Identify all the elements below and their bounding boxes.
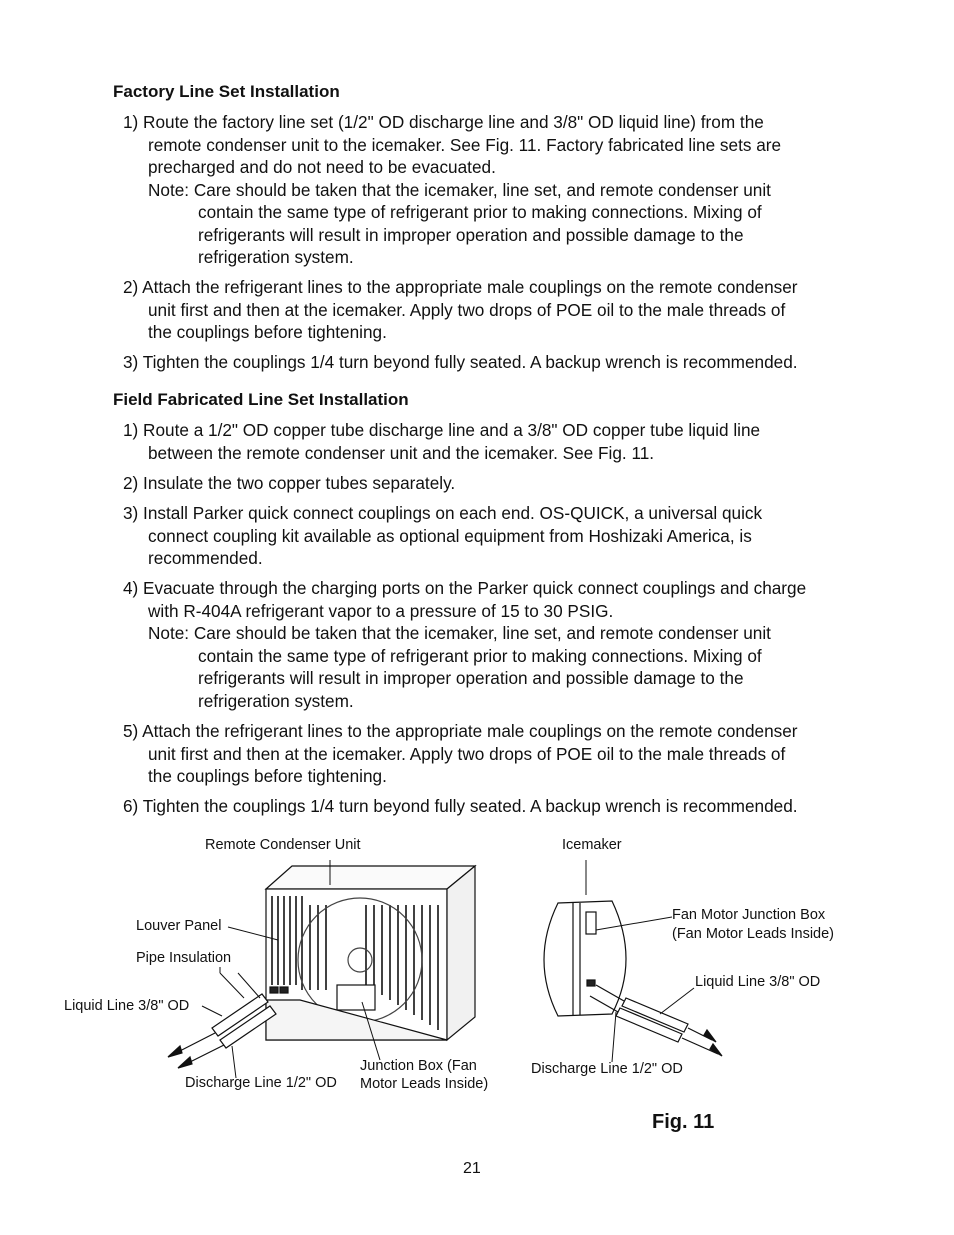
label-liquid-line-right: Liquid Line 3/8" OD [695, 974, 821, 990]
note-line: contain the same type of refrigerant prior to making connections. Mixing of [198, 645, 762, 666]
field-step-1 [123, 419, 760, 464]
label-fan-motor-junction-box-line2: (Fan Motor Leads Inside) [672, 926, 834, 942]
text-line: 6) Tighten the couplings 1/4 turn beyond fully seated. A backup wrench is recommended. [123, 796, 798, 816]
text-line: 2) Insulate the two copper tubes separately. [123, 473, 456, 493]
note-line: refrigeration system. [198, 247, 354, 267]
factory-step-1 [123, 111, 781, 269]
text-line: connect coupling kit available as optional equipment from Hoshizaki America, is [148, 525, 752, 546]
label-junction-box-line2: Motor Leads Inside) [360, 1076, 489, 1092]
section-heading-factory: Factory Line Set Installation [113, 82, 340, 101]
label-liquid-line-left: Liquid Line 3/8" OD [64, 998, 190, 1014]
label-icemaker: Icemaker [562, 837, 622, 853]
page-number: 21 [463, 1160, 481, 1177]
text-line: 2) Attach the refrigerant lines to the appropriate male couplings on the remote condenser [123, 277, 798, 297]
field-step-5 [123, 720, 798, 788]
icemaker-drawing [544, 901, 626, 1016]
condenser-unit-drawing [266, 866, 475, 1040]
text-line: 3) Install Parker quick connect couplings on each end. OS-QUICK, a universal quick [123, 503, 763, 523]
text-line: recommended. [148, 548, 263, 568]
note-line: refrigeration system. [198, 690, 354, 711]
text-line: the couplings before tightening. [148, 766, 387, 786]
figure-title: Fig. 11 [652, 1111, 715, 1133]
note-line: contain the same type of refrigerant prior to making connections. Mixing of [198, 202, 762, 222]
text-line: 5) Attach the refrigerant lines to the appropriate male couplings on the remote condenser [123, 721, 798, 741]
text-line: with R-404A refrigerant vapor to a pressure of 15 to 30 PSIG. [148, 600, 614, 621]
text-line: 4) Evacuate through the charging ports on the Parker quick connect couplings and charge [123, 578, 807, 598]
text-line: unit first and then at the icemaker. Apply two drops of POE oil to the male threads of [148, 743, 786, 764]
label-fan-motor-junction-box-line1: Fan Motor Junction Box [672, 907, 826, 923]
text-line: the couplings before tightening. [148, 322, 387, 342]
section-heading-field: Field Fabricated Line Set Installation [113, 390, 409, 409]
label-junction-box-line1: Junction Box (Fan [360, 1058, 477, 1074]
note-line: Note: Care should be taken that the icemaker, line set, and remote condenser unit [148, 179, 771, 200]
text-line: between the remote condenser unit and the icemaker. See Fig. 11. [148, 442, 655, 463]
note-line: refrigerants will result in improper operation and possible damage to the [198, 224, 744, 245]
text-line: 1) Route a 1/2" OD copper tube discharge line and a 3/8" OD copper tube liquid line [123, 420, 761, 440]
note-line: refrigerants will result in improper operation and possible damage to the [198, 668, 744, 688]
text-line: unit first and then at the icemaker. Apply two drops of POE oil to the male threads of [148, 299, 786, 320]
factory-step-3 [123, 351, 798, 374]
note-line: Note: Care should be taken that the icemaker, line set, and remote condenser unit [148, 623, 771, 643]
field-step-2 [123, 472, 455, 495]
label-discharge-line-left: Discharge Line 1/2" OD [185, 1075, 337, 1091]
text-line: precharged and do not need to be evacuated. [148, 157, 496, 177]
field-step-3 [123, 502, 762, 570]
label-pipe-insulation: Pipe Insulation [136, 950, 232, 966]
label-louver-panel: Louver Panel [136, 918, 222, 934]
text-line: 1) Route the factory line set (1/2" OD discharge line and 3/8" OD liquid line) from the [123, 112, 764, 132]
label-discharge-line-right: Discharge Line 1/2" OD [531, 1061, 683, 1077]
factory-step-2 [123, 276, 798, 344]
label-remote-condenser-unit: Remote Condenser Unit [205, 837, 361, 853]
field-step-6 [123, 795, 798, 818]
text-line: remote condenser unit to the icemaker. See Fig. 11. Factory fabricated line sets are [148, 134, 782, 155]
field-step-4 [123, 577, 806, 712]
text-line: 3) Tighten the couplings 1/4 turn beyond fully seated. A backup wrench is recommended. [123, 352, 798, 372]
